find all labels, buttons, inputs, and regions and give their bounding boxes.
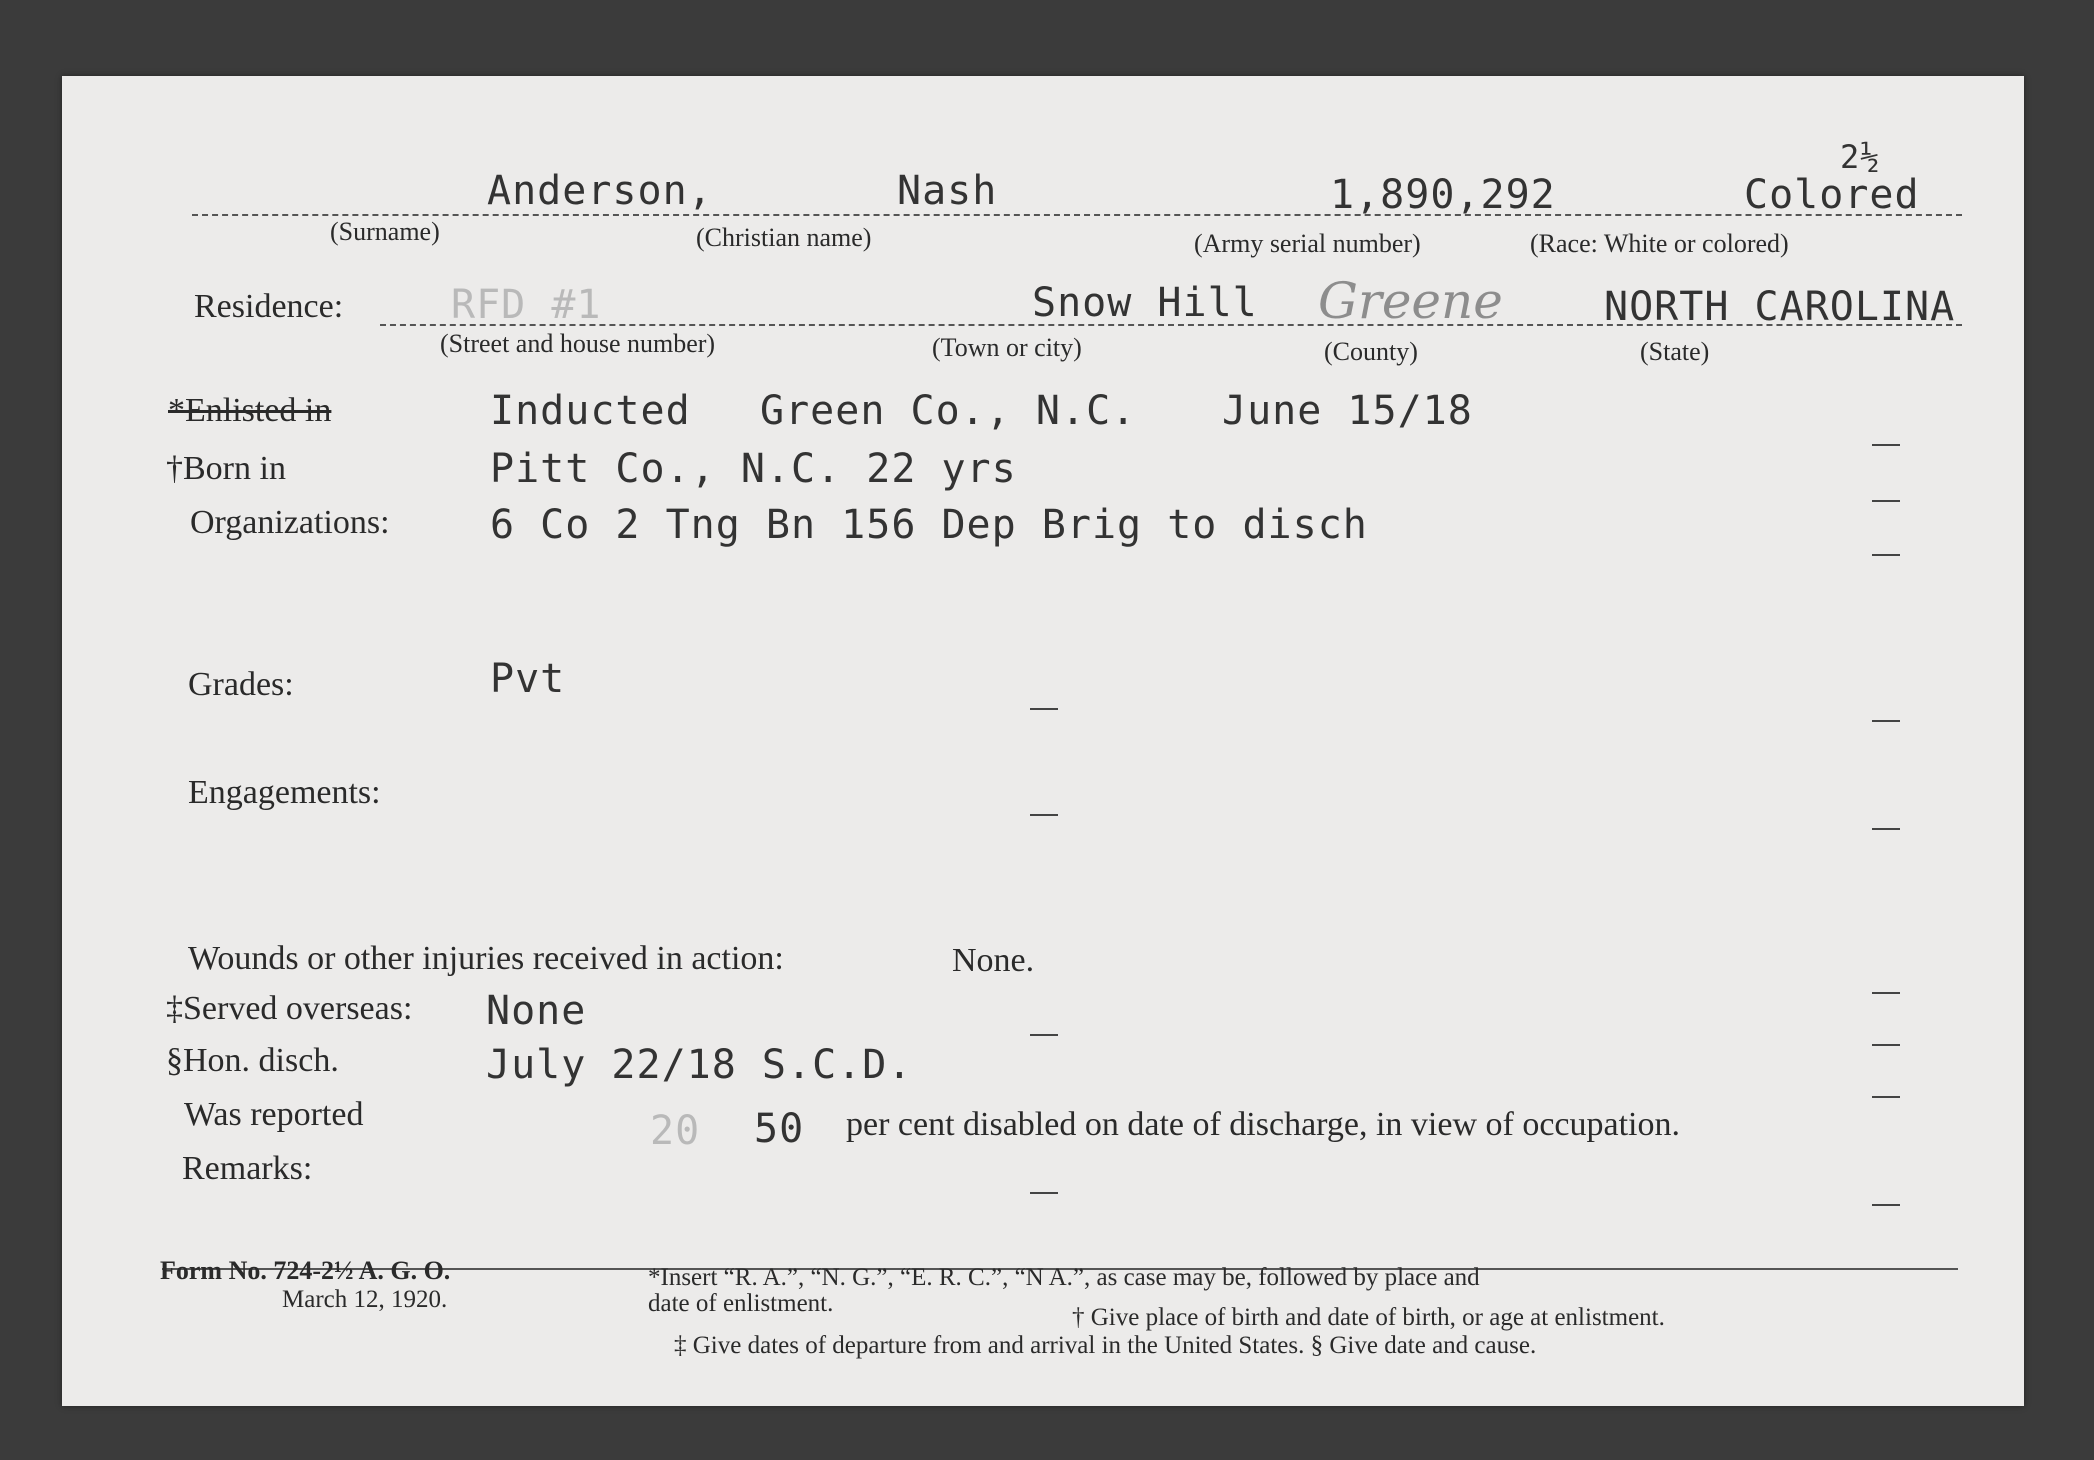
footnote-enlisted-cont: date of enlistment. [648, 1290, 834, 1317]
christian-name-value: Nash [897, 168, 998, 214]
tick-mark [1872, 444, 1900, 446]
tick-mark [1872, 1204, 1900, 1206]
form-date: March 12, 1920. [282, 1286, 448, 1313]
tick-mark [1872, 992, 1900, 994]
tick-mark [1872, 1044, 1900, 1046]
engagements-label: Engagements: [188, 774, 381, 811]
discharge-value: July 22/18 S.C.D. [486, 1042, 913, 1088]
reported-value: 50 [754, 1106, 805, 1152]
tick-mark [1030, 814, 1058, 816]
organizations-value: 6 Co 2 Tng Bn 156 Dep Brig to disch [490, 502, 1368, 548]
surname-caption: (Surname) [330, 217, 440, 246]
state-caption: (State) [1640, 337, 1710, 366]
discharge-label: §Hon. disch. [166, 1042, 339, 1079]
footnote-born: † Give place of birth and date of birth, or age at enlistment. [1072, 1304, 1665, 1331]
overseas-label: ‡Served overseas: [166, 990, 413, 1027]
serial-number-value: 1,890,292 [1330, 172, 1556, 218]
reported-faint-value: 20 [650, 1108, 701, 1154]
residence-label: Residence: [194, 288, 344, 325]
enlisted-place: Green Co., N.C. [760, 388, 1137, 434]
form-number: Form No. 724-2½ A. G. O. [160, 1256, 451, 1285]
street-caption: (Street and house number) [440, 329, 716, 358]
service-record-card [62, 76, 2024, 1406]
tick-mark [1030, 1192, 1058, 1194]
enlisted-type: Inducted [490, 388, 691, 434]
tick-mark [1030, 1034, 1058, 1036]
residence-line [380, 324, 1962, 326]
town-caption: (Town or city) [932, 333, 1082, 362]
overseas-value: None [486, 988, 587, 1034]
reported-text: per cent disabled on date of discharge, in view of occupation. [846, 1106, 1680, 1143]
residence-town: Snow Hill [1032, 280, 1258, 326]
tick-mark [1872, 1096, 1900, 1098]
grades-label: Grades: [188, 666, 294, 703]
surname-value: Anderson, [487, 168, 713, 214]
race-fraction: 2½ [1840, 138, 1881, 176]
residence-county: Greene [1318, 272, 1503, 330]
enlisted-label: *Enlisted in [168, 392, 332, 429]
wounds-label: Wounds or other injuries received in action: [188, 940, 784, 977]
race-value: Colored [1744, 172, 1920, 218]
header-line [192, 214, 1962, 216]
footnote-overseas: ‡ Give dates of departure from and arrival in the United States. § Give date and cause. [674, 1332, 1537, 1359]
footnote-enlisted: *Insert “R. A.”, “N. G.”, “E. R. C.”, “N A.”, as case may be, followed by place and [648, 1264, 1480, 1291]
wounds-value: None. [952, 942, 1035, 979]
race-caption: (Race: White or colored) [1530, 229, 1789, 258]
organizations-label: Organizations: [190, 504, 390, 541]
christian-name-caption: (Christian name) [696, 223, 872, 252]
tick-mark [1872, 828, 1900, 830]
residence-state: NORTH CAROLINA [1604, 284, 1956, 330]
tick-mark [1030, 708, 1058, 710]
enlisted-date: June 15/18 [1222, 388, 1473, 434]
remarks-label: Remarks: [182, 1150, 313, 1187]
tick-mark [1872, 500, 1900, 502]
tick-mark [1872, 554, 1900, 556]
born-value: Pitt Co., N.C. 22 yrs [490, 446, 1017, 492]
born-label: †Born in [166, 450, 286, 487]
serial-caption: (Army serial number) [1194, 229, 1421, 258]
grades-value: Pvt [490, 656, 566, 702]
reported-label: Was reported [184, 1096, 364, 1133]
tick-mark [1872, 720, 1900, 722]
residence-street: RFD #1 [451, 282, 602, 328]
county-caption: (County) [1324, 337, 1418, 366]
